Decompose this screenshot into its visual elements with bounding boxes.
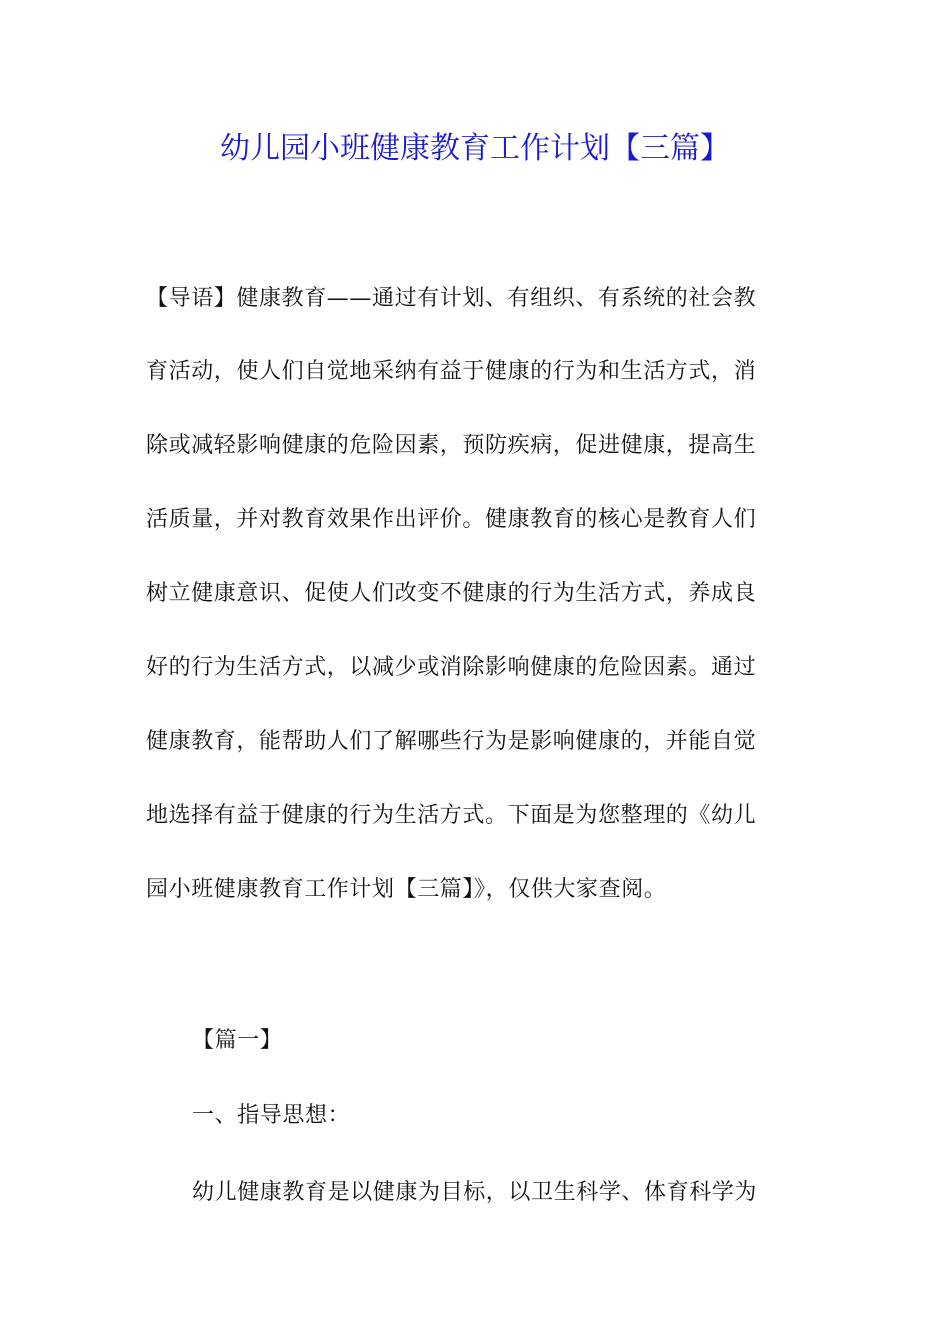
intro-line-9: 园小班健康教育工作计划【三篇】》，仅供大家查阅。 [146, 877, 667, 902]
body-line-1: 幼儿健康教育是以健康为目标，以卫生科学、体育科学为 [192, 1180, 758, 1205]
intro-line-1: 【导语】健康教育——通过有计划、有组织、有系统的社会教 [146, 286, 757, 311]
intro-line-7: 健康教育，能帮助人们了解哪些行为是影响健康的，并能自觉 [146, 729, 757, 754]
intro-line-3: 除或减轻影响健康的危险因素，预防疾病，促进健康，提高生 [146, 433, 757, 458]
intro-line-8: 地选择有益于健康的行为生活方式。下面是为您整理的《幼儿 [146, 803, 757, 828]
section-heading: 【篇一】 [192, 1028, 283, 1053]
subheading: 一、指导思想： [192, 1103, 351, 1128]
intro-line-5: 树立健康意识、促使人们改变不健康的行为生活方式，养成良 [146, 581, 757, 606]
intro-line-2: 育活动，使人们自觉地采纳有益于健康的行为和生活方式，消 [146, 359, 757, 384]
intro-line-4: 活质量，并对教育效果作出评价。健康教育的核心是教育人们 [146, 507, 757, 532]
intro-line-6: 好的行为生活方式，以减少或消除影响健康的危险因素。通过 [146, 655, 757, 680]
document-title: 幼儿园小班健康教育工作计划【三篇】 [220, 131, 730, 166]
